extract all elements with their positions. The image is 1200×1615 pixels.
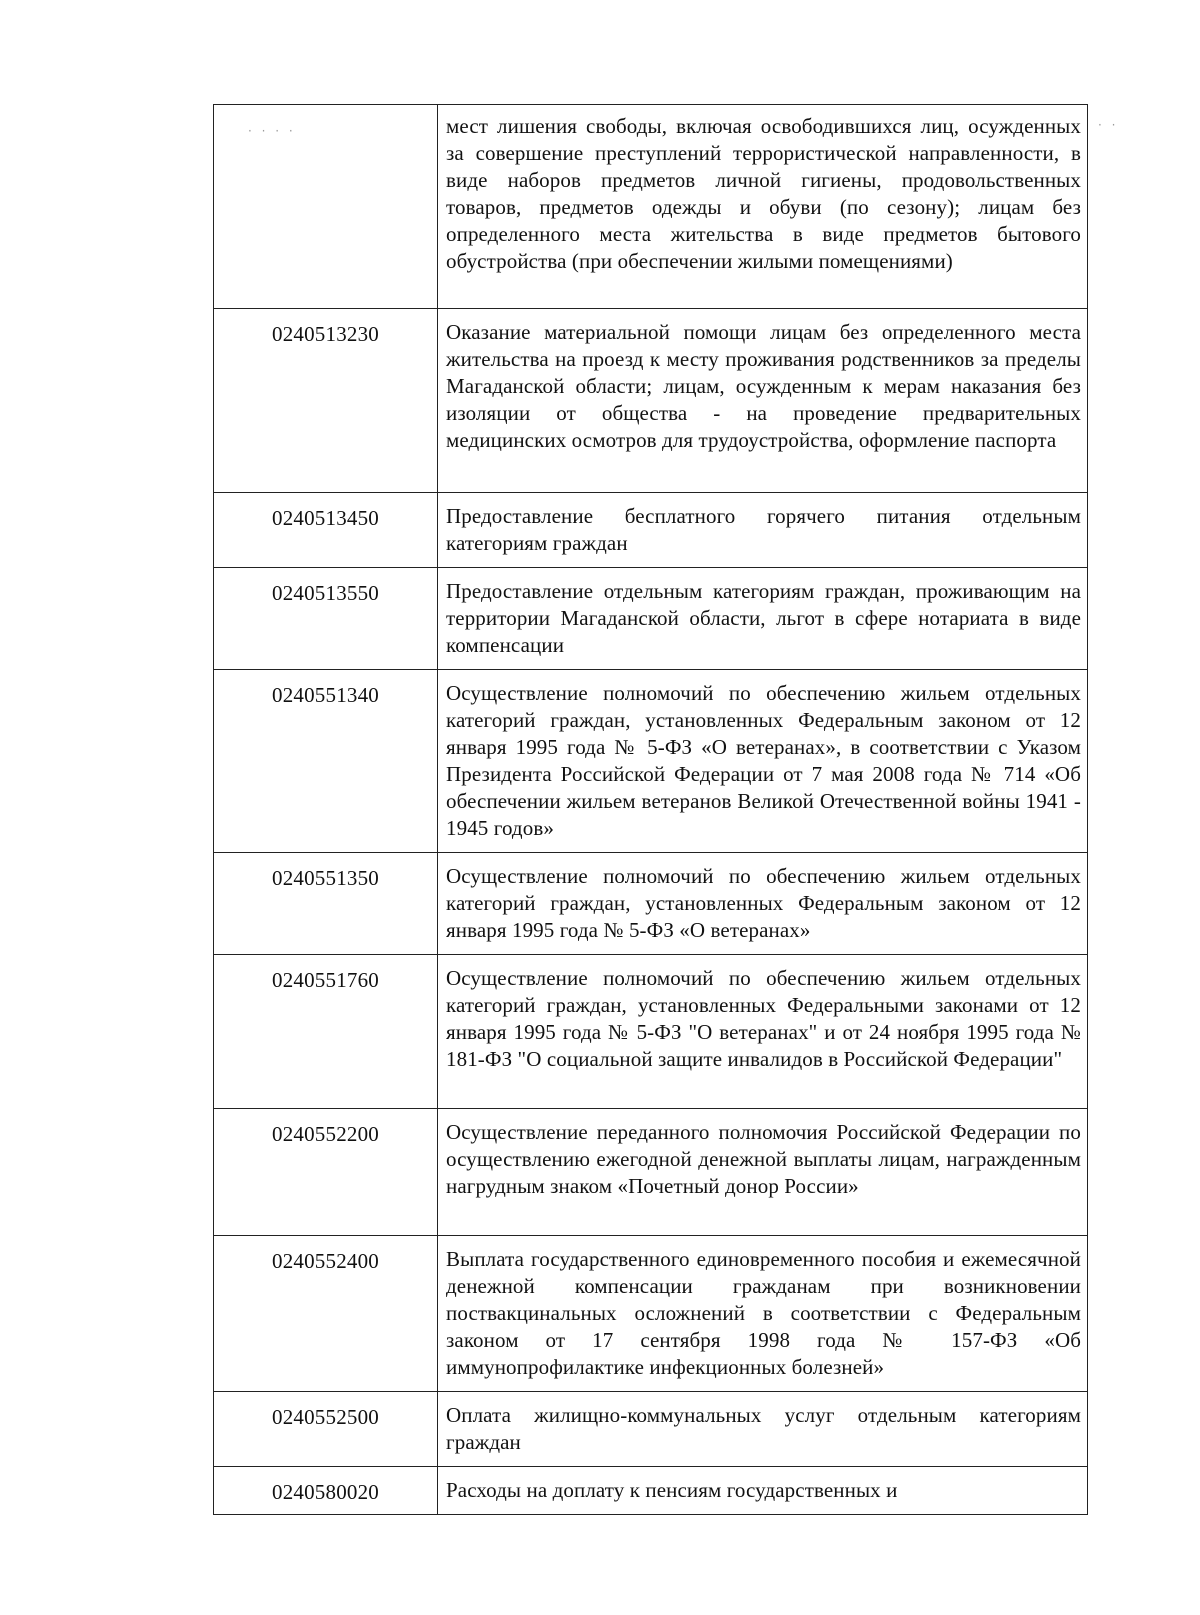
description-cell <box>438 853 1088 955</box>
description-cell <box>438 670 1088 853</box>
code-cell: 0240513550 <box>214 568 438 670</box>
code-cell: 0240513450 <box>214 493 438 568</box>
table-row <box>214 1467 1088 1515</box>
description-text: мест лишения свободы, включая освободившихся лиц, осужденных за совершение преступлений террористической направленности, в виде наборов предметов личной гигиены, продовольственных товаров, предметов одежды и обуви (по сезону); лицам без определенного места жительства в виде предметов бытового обустройства (при обеспечении жилыми помещениями) <box>446 114 1081 273</box>
description-text: Осуществление полномочий по обеспечению жильем отдельных категорий граждан, установленных Федеральным законом от 12 января 1995 года № 5-ФЗ «О ветеранах», в соответствии с Указом Президента Российской Федерации от 7 мая 2008 года № 714 «Об обеспечении жильем ветеранов Великой Отечественной войны 1941 - 1945 годов» <box>446 681 1081 840</box>
description-text: Осуществление переданного полномочия Российской Федерации по осуществлению ежегодной денежной выплаты лицам, награжденным нагрудным знаком «Почетный донор России» <box>446 1120 1081 1198</box>
code-cell: 0240513230 <box>214 309 438 493</box>
description-text: Предоставление отдельным категориям граждан, проживающим на территории Магаданской области, льгот в сфере нотариата в виде компенсации <box>446 579 1081 657</box>
description-cell <box>438 1467 1088 1515</box>
code-cell: 0240552400 <box>214 1236 438 1392</box>
description-cell <box>438 1109 1088 1236</box>
description-text: Оплата жилищно-коммунальных услуг отдельным категориям граждан <box>446 1403 1081 1454</box>
table-row <box>214 853 1088 955</box>
scan-noise: · · · · <box>248 124 296 138</box>
table-row <box>214 1236 1088 1392</box>
description-text: Выплата государственного единовременного пособия и ежемесячной денежной компенсации гражданам при возникновении поствакцинальных осложнений в соответствии с Федеральным законом от 17 сентября 1998 года № 157-ФЗ «Об иммунопрофилактике инфекционных болезней» <box>446 1247 1081 1379</box>
code-cell: 0240580020 <box>214 1467 438 1515</box>
description-text: Осуществление полномочий по обеспечению жильем отдельных категорий граждан, установленных Федеральным законом от 12 января 1995 года № 5-ФЗ «О ветеранах» <box>446 864 1081 942</box>
description-cell <box>438 568 1088 670</box>
budget-codes-table <box>213 104 1088 1515</box>
code-cell: 0240551340 <box>214 670 438 853</box>
code-cell: 0240551350 <box>214 853 438 955</box>
scan-noise: · · <box>1098 118 1119 132</box>
description-cell <box>438 493 1088 568</box>
table-row <box>214 955 1088 1109</box>
description-cell <box>438 105 1088 309</box>
code-cell <box>214 105 438 309</box>
table-row <box>214 105 1088 309</box>
table-row <box>214 309 1088 493</box>
code-cell: 0240551760 <box>214 955 438 1109</box>
table-row <box>214 1392 1088 1467</box>
table-row <box>214 568 1088 670</box>
description-cell <box>438 1392 1088 1467</box>
table-row <box>214 670 1088 853</box>
description-text: Оказание материальной помощи лицам без определенного места жительства на проезд к месту проживания родственников за пределы Магаданской области; лицам, осужденным к мерам наказания без изоляции от общества - на проведение предварительных медицинских осмотров для трудоустройства, оформление паспорта <box>446 320 1081 452</box>
description-cell <box>438 309 1088 493</box>
code-cell: 0240552200 <box>214 1109 438 1236</box>
code-cell: 0240552500 <box>214 1392 438 1467</box>
description-text: Расходы на доплату к пенсиям государственных и <box>446 1478 898 1502</box>
description-cell <box>438 1236 1088 1392</box>
table-row <box>214 1109 1088 1236</box>
description-text: Осуществление полномочий по обеспечению жильем отдельных категорий граждан, установленных Федеральными законами от 12 января 1995 года № 5-ФЗ "О ветеранах" и от 24 ноября 1995 года № 181-ФЗ "О социальной защите инвалидов в Российской Федерации" <box>446 966 1081 1071</box>
description-cell <box>438 955 1088 1109</box>
description-text: Предоставление бесплатного горячего питания отдельным категориям граждан <box>446 504 1081 555</box>
table-row <box>214 493 1088 568</box>
